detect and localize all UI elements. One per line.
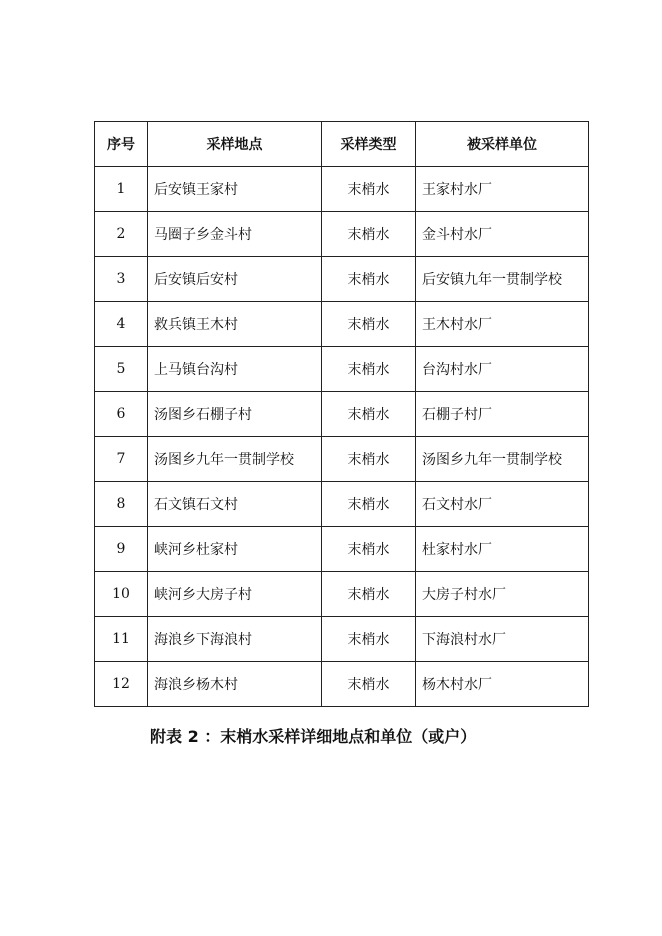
sampled-unit-cell: 石棚子村厂 (416, 392, 589, 437)
sampling-type-cell: 末梢水 (322, 527, 416, 572)
table-row (95, 347, 589, 392)
sampling-location-cell: 马圈子乡金斗村 (148, 212, 322, 257)
table-row (95, 527, 589, 572)
header-unit: 被采样单位 (416, 122, 589, 167)
sampling-location-cell: 汤图乡九年一贯制学校 (148, 437, 322, 482)
header-type: 采样类型 (322, 122, 416, 167)
table-row (95, 437, 589, 482)
row-number-cell: 8 (95, 482, 148, 527)
row-number-cell: 9 (95, 527, 148, 572)
sampling-type-cell: 末梢水 (322, 662, 416, 707)
table-row (95, 302, 589, 347)
sampling-location-cell: 海浪乡杨木村 (148, 662, 322, 707)
table-row (95, 617, 589, 662)
sampled-unit-cell: 大房子村水厂 (416, 572, 589, 617)
sampling-location-cell: 上马镇台沟村 (148, 347, 322, 392)
sampling-type-cell: 末梢水 (322, 482, 416, 527)
sampled-unit-cell: 石文村水厂 (416, 482, 589, 527)
sampling-type-cell: 末梢水 (322, 167, 416, 212)
sampling-type-cell: 末梢水 (322, 437, 416, 482)
sampling-type-cell: 末梢水 (322, 212, 416, 257)
table-header-row (95, 122, 589, 167)
table-row (95, 257, 589, 302)
sampled-unit-cell: 王家村水厂 (416, 167, 589, 212)
sampled-unit-cell: 下海浪村水厂 (416, 617, 589, 662)
row-number-cell: 12 (95, 662, 148, 707)
row-number-cell: 7 (95, 437, 148, 482)
sampling-location-cell: 后安镇后安村 (148, 257, 322, 302)
sampling-location-cell: 后安镇王家村 (148, 167, 322, 212)
sampling-location-cell: 石文镇石文村 (148, 482, 322, 527)
sampling-location-cell: 海浪乡下海浪村 (148, 617, 322, 662)
table-row (95, 662, 589, 707)
table-row (95, 482, 589, 527)
sampled-unit-cell: 金斗村水厂 (416, 212, 589, 257)
row-number-cell: 1 (95, 167, 148, 212)
row-number-cell: 5 (95, 347, 148, 392)
row-number-cell: 11 (95, 617, 148, 662)
sampling-type-cell: 末梢水 (322, 347, 416, 392)
row-number-cell: 6 (95, 392, 148, 437)
row-number-cell: 10 (95, 572, 148, 617)
row-number-cell: 2 (95, 212, 148, 257)
sampling-type-cell: 末梢水 (322, 617, 416, 662)
sampling-location-cell: 峡河乡杜家村 (148, 527, 322, 572)
sampled-unit-cell: 汤图乡九年一贯制学校 (416, 437, 589, 482)
table-row (95, 392, 589, 437)
sampling-location-cell: 救兵镇王木村 (148, 302, 322, 347)
sampling-table (94, 121, 589, 707)
table-row (95, 167, 589, 212)
sampling-type-cell: 末梢水 (322, 302, 416, 347)
table-row (95, 212, 589, 257)
table-caption: 附表 2 ：末梢水采样详细地点和单位（或户） (150, 727, 477, 746)
sampled-unit-cell: 台沟村水厂 (416, 347, 589, 392)
header-no: 序号 (95, 122, 148, 167)
sampled-unit-cell: 后安镇九年一贯制学校 (416, 257, 589, 302)
sampling-location-cell: 汤图乡石棚子村 (148, 392, 322, 437)
row-number-cell: 4 (95, 302, 148, 347)
table-row (95, 572, 589, 617)
sampling-type-cell: 末梢水 (322, 257, 416, 302)
sampling-location-cell: 峡河乡大房子村 (148, 572, 322, 617)
sampling-type-cell: 末梢水 (322, 572, 416, 617)
sampling-type-cell: 末梢水 (322, 392, 416, 437)
header-location: 采样地点 (148, 122, 322, 167)
sampled-unit-cell: 杜家村水厂 (416, 527, 589, 572)
row-number-cell: 3 (95, 257, 148, 302)
table-body (95, 167, 589, 707)
sampled-unit-cell: 杨木村水厂 (416, 662, 589, 707)
sampled-unit-cell: 王木村水厂 (416, 302, 589, 347)
